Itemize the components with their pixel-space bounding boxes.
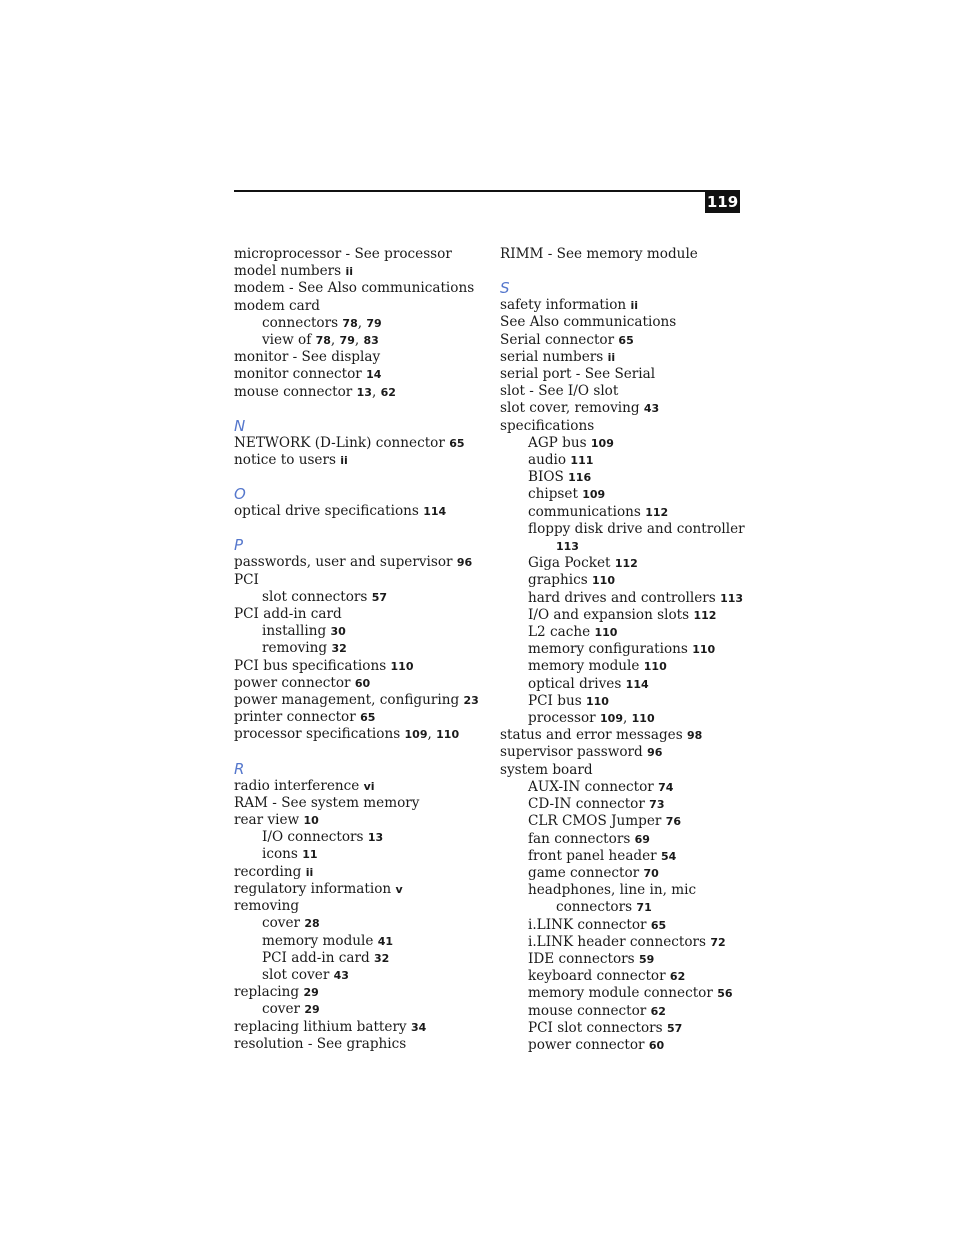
index-term: I/O and expansion slots <box>528 606 690 623</box>
index-subentry <box>500 813 740 830</box>
index-term: connectors <box>262 314 339 331</box>
index-subentry <box>500 796 740 813</box>
page-reference: 57 <box>371 590 388 604</box>
page-reference: 43 <box>643 402 660 416</box>
page-reference: 69 <box>634 832 650 846</box>
index-subentry <box>500 452 740 469</box>
page-reference: ii <box>630 299 639 313</box>
index-term: PCI bus <box>528 692 582 709</box>
page-reference: 78 <box>342 316 358 330</box>
index-term: CD-IN connector <box>528 796 645 813</box>
page-reference: 110 <box>586 694 609 708</box>
page-reference: 54 <box>661 849 677 863</box>
index-entry <box>234 864 484 881</box>
index-subentry <box>500 882 740 899</box>
page-reference: 56 <box>717 987 733 1001</box>
index-term: modem card <box>234 297 320 314</box>
index-subentry <box>234 1001 484 1018</box>
index-entry <box>500 727 740 744</box>
page-reference: vi <box>363 779 375 793</box>
index-term: serial port - See Serial <box>500 366 656 383</box>
index-subentry <box>500 693 740 710</box>
index-term: graphics <box>528 572 588 589</box>
index-term: notice to users <box>234 452 336 469</box>
index-term: mouse connector <box>234 383 353 400</box>
page-reference: 110 <box>594 626 618 640</box>
index-entry <box>500 246 740 263</box>
page-reference: 60 <box>648 1038 665 1052</box>
index-term: slot cover <box>262 966 330 983</box>
page-reference: 110 <box>631 712 655 726</box>
index-term: optical drive specifications <box>234 503 419 520</box>
page-reference: 59 <box>638 952 655 966</box>
index-subentry <box>500 865 740 882</box>
index-term: front panel header <box>528 847 657 864</box>
index-subentry <box>234 950 484 967</box>
index-entry <box>500 349 740 366</box>
page-reference: 30 <box>330 625 346 639</box>
page-reference: 65 <box>650 918 667 932</box>
page-reference: 113 <box>720 591 744 605</box>
page-reference: 70 <box>643 866 659 880</box>
index-subentry <box>234 829 484 846</box>
index-section-letter: O <box>234 485 246 504</box>
page-reference: 34 <box>410 1020 427 1034</box>
page-reference: ii <box>607 350 616 364</box>
index-term: microprocessor - See processor <box>234 246 452 262</box>
index-term: status and error messages <box>500 727 683 744</box>
index-term: resolution - See graphics <box>234 1035 407 1052</box>
page-reference: 28 <box>304 917 320 931</box>
page-reference: 112 <box>614 557 638 571</box>
page-reference: 60 <box>354 676 371 690</box>
index-term: L2 cache <box>528 624 591 641</box>
index-entry <box>500 762 740 779</box>
index-term: radio interference <box>234 777 360 794</box>
index-entry <box>500 400 740 417</box>
index-entry <box>234 692 484 709</box>
page-reference: 109 <box>590 436 614 450</box>
index-term: slot connectors <box>262 588 368 605</box>
index-term: connectors <box>556 899 633 916</box>
index-term: processor <box>528 710 596 727</box>
index-column-right <box>500 246 745 1054</box>
page-reference: 32 <box>331 642 347 656</box>
index-subentry <box>500 486 740 503</box>
index-entry <box>500 418 740 435</box>
index-section-letter: P <box>234 536 244 555</box>
index-term: NETWORK (D-Link) connector <box>234 434 445 451</box>
index-term: optical drives <box>528 675 622 692</box>
index-entry <box>234 1036 484 1053</box>
index-subentry <box>500 951 740 968</box>
index-term: memory module connector <box>528 985 713 1002</box>
index-term: memory configurations <box>528 641 688 658</box>
index-term: I/O connectors <box>262 829 364 846</box>
index-entry <box>500 332 740 349</box>
page-reference: 79 <box>366 316 382 330</box>
page-reference: 96 <box>456 556 473 570</box>
index-subentry <box>234 846 484 863</box>
index-entry <box>500 297 740 314</box>
index-entry <box>234 675 484 692</box>
page-reference: 109 <box>582 488 606 502</box>
index-term: view of <box>262 332 312 349</box>
page-reference: 113 <box>556 540 579 554</box>
index-subentry <box>500 520 745 538</box>
index-subentry <box>234 967 484 984</box>
page-reference: 29 <box>304 1003 320 1017</box>
page-reference: 96 <box>647 746 663 760</box>
index-term: power connector <box>234 674 351 691</box>
page-reference: 73 <box>649 798 665 812</box>
index-subentry <box>500 1037 740 1054</box>
index-subentry <box>500 538 740 555</box>
page-reference: 29 <box>303 986 319 1000</box>
index-term: power management, configuring <box>234 692 460 709</box>
page-reference: 71 <box>636 901 652 915</box>
index-subentry <box>500 779 740 796</box>
index-term: memory module <box>262 932 374 949</box>
index-term: removing <box>234 898 300 915</box>
index-entry <box>500 383 740 400</box>
index-entry <box>234 795 484 812</box>
index-entry <box>234 452 484 469</box>
index-section-letter: S <box>500 279 510 298</box>
index-entry <box>234 709 484 726</box>
page-reference: 112 <box>693 608 717 622</box>
index-term: processor specifications <box>234 726 401 743</box>
index-term: Giga Pocket <box>528 555 611 572</box>
index-entry <box>234 778 484 795</box>
index-term: BIOS <box>528 469 564 486</box>
index-entry <box>500 744 740 761</box>
page-reference: 13 <box>356 385 372 399</box>
index-term: mouse connector <box>528 1002 647 1019</box>
index-entry <box>234 1019 484 1036</box>
page-reference: ii <box>340 454 348 468</box>
index-column-left <box>234 246 484 1053</box>
page-reference: ii <box>345 265 353 279</box>
index-subentry: view of 78, 79, 83 <box>262 332 379 349</box>
page-reference: 76 <box>665 815 682 829</box>
index-term: RAM - See system memory <box>234 794 420 811</box>
page-reference: 110 <box>436 728 460 742</box>
page-reference: 112 <box>645 505 669 519</box>
page-reference: 114 <box>423 505 447 519</box>
index-subentry: connectors 78, 79 <box>262 314 382 331</box>
page-reference: 62 <box>380 385 396 399</box>
index-subentry <box>500 934 740 951</box>
index-term: chipset <box>528 486 578 503</box>
index-entry <box>234 366 484 383</box>
index-term: IDE connectors <box>528 950 635 967</box>
page-reference: 23 <box>463 694 479 708</box>
index-entry <box>500 314 740 331</box>
index-subentry <box>234 589 484 606</box>
page-reference: v <box>395 882 403 896</box>
index-term: memory module <box>528 658 640 675</box>
index-subentry <box>500 968 740 985</box>
index-subentry <box>234 915 484 932</box>
index-term: monitor - See display <box>234 349 381 366</box>
index-term: slot - See I/O slot <box>500 383 619 400</box>
index-entry <box>234 554 484 571</box>
page-reference: 116 <box>568 471 592 485</box>
page-reference: 110 <box>643 660 667 674</box>
index-term: AUX-IN connector <box>528 778 654 795</box>
page-reference: 65 <box>360 711 376 725</box>
index-entry <box>234 503 484 520</box>
page-reference: 111 <box>570 454 594 468</box>
index-term: RIMM - See memory module <box>500 246 698 262</box>
index-term: removing <box>262 640 328 657</box>
index-entry <box>234 298 484 315</box>
index-subentry <box>500 1003 740 1020</box>
index-term: replacing lithium battery <box>234 1018 407 1035</box>
index-entry <box>234 898 484 915</box>
page-number: 119 <box>706 193 739 211</box>
index-term: PCI add-in card <box>234 606 342 623</box>
index-subentry <box>500 676 740 693</box>
index-term: audio <box>528 452 567 469</box>
index-term: printer connector <box>234 709 356 726</box>
index-subentry <box>234 623 484 640</box>
index-subentry <box>500 917 740 934</box>
page-reference: 65 <box>449 436 465 450</box>
index-subentry <box>234 640 484 657</box>
page-reference: 109 <box>600 712 623 726</box>
page-reference: 110 <box>592 574 615 588</box>
page-reference: 110 <box>390 659 414 673</box>
page-reference: 57 <box>666 1021 683 1035</box>
page-reference: 109 <box>404 728 428 742</box>
index-entry <box>234 263 484 280</box>
page-reference: 110 <box>692 643 716 657</box>
index-entry <box>234 881 484 898</box>
page-reference: 72 <box>710 935 726 949</box>
page-reference: 62 <box>650 1004 666 1018</box>
index-entry <box>234 280 484 297</box>
index-term: system board <box>500 761 593 778</box>
index-subentry <box>500 985 740 1002</box>
index-subentry: processor 109, 110 <box>528 710 655 727</box>
page-reference: 62 <box>669 970 686 984</box>
page-reference: 114 <box>625 677 649 691</box>
index-term: floppy disk drive and controller <box>528 520 745 537</box>
page-reference: 14 <box>366 368 382 382</box>
index-term: power connector <box>528 1036 645 1053</box>
index-term: i.LINK connector <box>528 916 647 933</box>
index-term: serial numbers <box>500 348 604 365</box>
page-reference: 78 <box>315 334 331 348</box>
index-subentry <box>500 555 740 572</box>
page-reference: 65 <box>618 333 634 347</box>
index-entry <box>234 435 484 452</box>
index-entry <box>234 658 484 675</box>
index-term: regulatory information <box>234 880 392 897</box>
page-reference: 79 <box>339 334 355 348</box>
index-entry: processor specifications 109, 110 <box>234 726 460 743</box>
index-term: slot cover, removing <box>500 400 640 417</box>
index-term: passwords, user and supervisor <box>234 554 453 571</box>
index-entry: mouse connector 13, 62 <box>234 383 396 400</box>
index-term: keyboard connector <box>528 968 666 985</box>
index-term: game connector <box>528 864 640 881</box>
page-reference: 83 <box>363 334 379 348</box>
index-term: PCI add-in card <box>262 949 370 966</box>
index-term: i.LINK header connectors <box>528 933 706 950</box>
index-term: cover <box>262 915 301 932</box>
page-reference: 11 <box>302 848 318 862</box>
index-term: fan connectors <box>528 830 631 847</box>
index-subentry <box>234 933 484 950</box>
index-term: model numbers <box>234 263 342 280</box>
index-term: CLR CMOS Jumper <box>528 813 662 830</box>
index-subentry <box>500 589 744 607</box>
page-reference: 10 <box>303 814 319 828</box>
index-entry <box>234 246 484 263</box>
index-term: recording <box>234 863 302 880</box>
index-subentry <box>500 848 740 865</box>
page-reference: 32 <box>374 951 390 965</box>
index-term: safety information <box>500 297 627 314</box>
index-subentry <box>500 658 740 675</box>
index-subentry <box>500 899 740 916</box>
index-subentry <box>500 1020 740 1037</box>
index-term: supervisor password <box>500 744 643 761</box>
index-term: headphones, line in, mic <box>528 882 697 899</box>
index-term: See Also communications <box>500 314 677 331</box>
page-reference: 74 <box>658 780 674 794</box>
index-entry <box>500 366 740 383</box>
index-term: icons <box>262 846 298 863</box>
index-entry <box>234 606 484 623</box>
index-term: cover <box>262 1001 301 1018</box>
index-term: modem - See Also communications <box>234 280 475 297</box>
index-entry <box>234 812 484 829</box>
index-subentry <box>500 469 740 486</box>
index-section-letter: R <box>234 759 245 778</box>
index-term: Serial connector <box>500 331 615 348</box>
index-entry <box>234 572 484 589</box>
index-term: specifications <box>500 417 595 434</box>
index-subentry <box>500 607 740 624</box>
page-reference: 43 <box>333 968 349 982</box>
index-subentry <box>500 831 740 848</box>
index-term: hard drives and controllers <box>528 589 716 606</box>
index-entry <box>234 349 484 366</box>
index-term: PCI <box>234 571 259 588</box>
index-subentry <box>500 624 740 641</box>
index-term: communications <box>528 503 641 520</box>
index-subentry <box>500 572 740 589</box>
index-term: PCI slot connectors <box>528 1019 663 1036</box>
index-section-letter: N <box>234 416 246 435</box>
header-rule <box>234 190 740 192</box>
page-reference: ii <box>305 865 314 879</box>
index-term: installing <box>262 623 327 640</box>
index-term: rear view <box>234 812 300 829</box>
page-reference: 41 <box>377 934 394 948</box>
index-term: replacing <box>234 984 300 1001</box>
index-term: PCI bus specifications <box>234 657 387 674</box>
index-entry <box>234 984 484 1001</box>
index-subentry <box>500 504 740 521</box>
page-reference: 13 <box>367 831 384 845</box>
index-subentry <box>500 435 740 452</box>
index-term: monitor connector <box>234 366 362 383</box>
page-reference: 98 <box>687 729 703 743</box>
index-term: AGP bus <box>528 434 587 451</box>
index-subentry <box>500 641 740 658</box>
